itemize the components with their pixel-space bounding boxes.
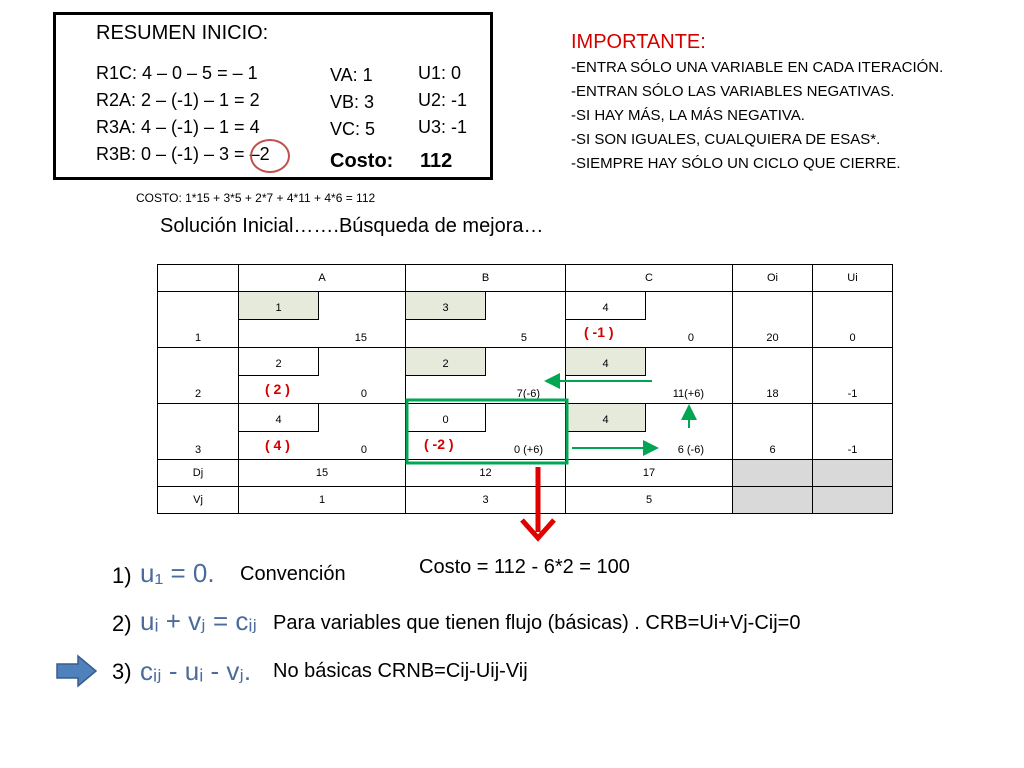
reduced-cost: ( -2 ) — [424, 436, 454, 452]
vj-value: 5 — [566, 487, 733, 514]
ui-value: -1 — [813, 348, 893, 404]
dj-label: Dj — [158, 460, 239, 487]
resumen-title: RESUMEN INICIO: — [96, 22, 269, 44]
step-text: No básicas CRNB=Cij-Uij-Vij — [273, 660, 528, 682]
importante-line: -ENTRAN SÓLO LAS VARIABLES NEGATIVAS. — [571, 83, 895, 100]
dj-value: 15 — [239, 460, 406, 487]
subtitle: Solución Inicial…….Búsqueda de mejora… — [160, 215, 544, 237]
cost-box: 2 — [239, 348, 319, 376]
cost-box: 1 — [239, 292, 319, 320]
step-text: Para variables que tienen flujo (básicas) . CRB=Ui+Vj-Cij=0 — [273, 612, 801, 634]
dj-value: 17 — [566, 460, 733, 487]
resumen-u3: U3: -1 — [418, 117, 468, 137]
oi-value: 18 — [733, 348, 813, 404]
cost-box: 2 — [406, 348, 486, 376]
table-header-c: C — [566, 265, 733, 292]
step-number: 2) — [112, 611, 132, 636]
cost-box: 0 — [406, 404, 486, 432]
table-header-oi: Oi — [733, 265, 813, 292]
step-formula: u₁ = 0. — [140, 558, 215, 588]
table-header-ui: Ui — [813, 265, 893, 292]
oi-value: 20 — [733, 292, 813, 348]
resumen-r3b: R3B: 0 – (-1) – 3 = –2 — [96, 144, 270, 164]
resumen-cost-value: 112 — [420, 150, 453, 172]
oi-value: 6 — [733, 404, 813, 460]
alloc-value: 0 — [687, 332, 694, 344]
importante-title: IMPORTANTE: — [571, 31, 706, 53]
alloc-value: 0 — [360, 444, 367, 456]
importante-line: -SIEMPRE HAY SÓLO UN CICLO QUE CIERRE. — [571, 155, 901, 172]
importante-line: -ENTRA SÓLO UNA VARIABLE EN CADA ITERACIÓN. — [571, 59, 944, 76]
costo-nuevo: Costo = 112 - 6*2 = 100 — [419, 556, 630, 578]
costo-formula: COSTO: 1*15 + 3*5 + 2*7 + 4*11 + 4*6 = 112 — [136, 191, 376, 205]
step-text: Convención — [240, 563, 346, 585]
ui-value: 0 — [813, 292, 893, 348]
cost-box: 3 — [406, 292, 486, 320]
resumen-va: VA: 1 — [330, 65, 373, 85]
resumen-r3a: R3A: 4 – (-1) – 1 = 4 — [96, 117, 260, 137]
step-number: 3) — [112, 659, 132, 684]
reduced-cost: ( -1 ) — [584, 324, 614, 340]
reduced-cost: ( 4 ) — [265, 437, 290, 453]
table-header-b: B — [406, 265, 566, 292]
alloc-value: 15 — [354, 332, 367, 344]
vj-value: 3 — [406, 487, 566, 514]
reduced-cost: ( 2 ) — [265, 381, 290, 397]
alloc-value: 0 — [360, 388, 367, 400]
step-number: 1) — [112, 563, 132, 588]
entering-cell-highlight — [407, 400, 567, 463]
alloc-value: 7(-6) — [516, 388, 540, 400]
resumen-cost-label: Costo: — [330, 150, 394, 172]
importante-line: -SI HAY MÁS, LA MÁS NEGATIVA. — [571, 107, 805, 124]
row-label: 3 — [158, 404, 239, 460]
table-header-a: A — [239, 265, 406, 292]
resumen-vb: VB: 3 — [330, 92, 375, 112]
step-formula: uᵢ + vⱼ = cᵢⱼ — [140, 606, 257, 636]
alloc-value: 5 — [520, 332, 527, 344]
ui-value: -1 — [813, 404, 893, 460]
resumen-vc: VC: 5 — [330, 119, 376, 139]
importante-line: -SI SON IGUALES, CUALQUIERA DE ESAS*. — [571, 131, 881, 148]
cost-box: 4 — [566, 348, 646, 376]
cost-box: 4 — [566, 292, 646, 320]
row-label: 1 — [158, 292, 239, 348]
alloc-value: 6 (-6) — [677, 444, 704, 456]
step-formula: cᵢⱼ - uᵢ - vⱼ. — [140, 656, 252, 686]
resumen-u2: U2: -1 — [418, 90, 468, 110]
resumen-r2a: R2A: 2 – (-1) – 1 = 2 — [96, 90, 260, 110]
resumen-u1: U1: 0 — [418, 63, 462, 83]
row-label: 2 — [158, 348, 239, 404]
vj-value: 1 — [239, 487, 406, 514]
resumen-r1c: R1C: 4 – 0 – 5 = – 1 — [96, 63, 258, 83]
alloc-value: 11(+6) — [672, 388, 704, 400]
cost-box: 4 — [566, 404, 646, 432]
alloc-value: 0 (+6) — [513, 444, 543, 456]
vj-label: Vj — [158, 487, 239, 514]
pointer-arrow-icon — [57, 656, 96, 686]
cost-box: 4 — [239, 404, 319, 432]
dj-value: 12 — [406, 460, 566, 487]
